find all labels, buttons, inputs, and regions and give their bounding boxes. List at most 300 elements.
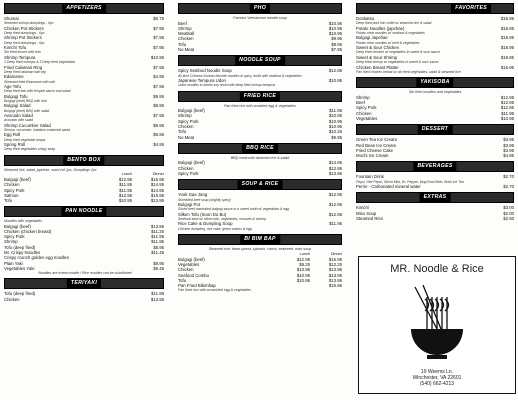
item-name: Tofu bbox=[178, 129, 187, 135]
item-name: Shrimp bbox=[4, 239, 18, 245]
item-name: Edamame bbox=[4, 74, 24, 80]
menu-item bbox=[2, 26, 166, 31]
section-footer: Pan fried rice with scrambled egg & vegetables bbox=[178, 288, 251, 293]
item-name: Tofu bbox=[178, 277, 187, 283]
item-description: 3 Deep fried shrimps & 3 Deep fried vegetables bbox=[4, 60, 76, 65]
item-name: Bulgogi (beef) bbox=[178, 108, 205, 114]
item-price: $4.95 bbox=[153, 142, 164, 148]
restaurant-address bbox=[359, 369, 515, 387]
item-dinner-price: $15.95 bbox=[150, 192, 164, 198]
item-price: $9.45 bbox=[153, 265, 164, 271]
item-price: $12.95 bbox=[500, 100, 514, 106]
item-description: Pepsi, Diet Pepsi, Sierra Mist, Dr. Pepper, Mug Root Beer, Brisk Ice Tea bbox=[356, 179, 464, 184]
restaurant-name: MR. Noodle & Rice bbox=[390, 263, 484, 275]
fried-rice-section bbox=[176, 91, 344, 140]
menu-item bbox=[176, 135, 344, 140]
item-description: Deep fried calamari with dip bbox=[4, 69, 46, 74]
lunch-header: Lunch bbox=[121, 171, 132, 176]
section-title: BI BIM BAP bbox=[240, 235, 280, 244]
item-name: Fried Calamari Ring bbox=[4, 64, 43, 70]
noodle-bowl-icon bbox=[407, 285, 467, 365]
item-description: Potato clear noodles w/ seafood & vegetables bbox=[356, 31, 425, 35]
item-description: Steamed fried Edamame with salt bbox=[4, 79, 55, 84]
item-description: Seafood stew w/ silken tofu, vegetables, mussels & shrimp bbox=[178, 217, 267, 222]
item-name: Salmon bbox=[4, 192, 19, 198]
menu-item bbox=[176, 78, 344, 83]
menu-item bbox=[354, 35, 516, 40]
item-dinner-price: $13.95 bbox=[328, 277, 342, 283]
section-header bbox=[178, 3, 342, 14]
item-description: Sliced beef marinated bulgogi sauce in a sweet broth w/ vegetables & egg bbox=[178, 207, 290, 212]
section-title: PHO bbox=[250, 4, 270, 13]
item-dinner-price: $15.95 bbox=[328, 256, 342, 262]
beverages-section bbox=[354, 161, 516, 189]
address-line-1: 19 Weems Ln. bbox=[420, 369, 454, 375]
item-name: Sweet & Sour Shrimp bbox=[356, 54, 398, 60]
item-price: $8.95 bbox=[153, 260, 164, 266]
menu-item bbox=[2, 16, 166, 21]
item-name: Spicy Seafood Noodle Soup bbox=[178, 68, 232, 74]
item-name: Tofu (deep fried) bbox=[4, 244, 36, 250]
item-dinner-price: $15.95 bbox=[150, 176, 164, 182]
item-price: $13.95 bbox=[150, 223, 164, 229]
item-price: $4.95 bbox=[503, 153, 514, 159]
item-price: $7.95 bbox=[331, 46, 342, 52]
item-price: $7.95 bbox=[153, 113, 164, 119]
item-name: Beef bbox=[356, 100, 365, 106]
section-header bbox=[4, 155, 164, 166]
item-description: Bulgogi (beef) BBQ with salad bbox=[4, 108, 50, 113]
item-price: $10.95 bbox=[328, 31, 342, 37]
section-header bbox=[356, 161, 514, 172]
item-name: Bulgogi Tofu bbox=[4, 93, 28, 99]
lunch-header: Lunch bbox=[299, 251, 310, 256]
item-price: $5.95 bbox=[153, 132, 164, 138]
item-name: Potato Noodles (japchae) bbox=[356, 25, 405, 31]
menu-item bbox=[2, 84, 166, 89]
menu-item bbox=[176, 212, 344, 217]
item-price: $15.95 bbox=[500, 25, 514, 31]
item-price: $10.95 bbox=[328, 20, 342, 26]
item-price: $10.95 bbox=[328, 25, 342, 31]
item-price: $12.95 bbox=[328, 68, 342, 74]
item-name: Japanese Tempura Udon bbox=[178, 77, 226, 83]
appetizers-section bbox=[2, 3, 166, 152]
dessert-section bbox=[354, 124, 516, 158]
menu-item bbox=[2, 94, 166, 99]
item-price: $7.95 bbox=[153, 25, 164, 31]
item-price: $3.95 bbox=[503, 137, 514, 143]
section-note: Stir fried noodles and vegetables bbox=[408, 90, 462, 95]
item-name: Steamed Rice bbox=[356, 215, 383, 221]
section-note: Noodles with vegetables bbox=[4, 219, 42, 224]
item-price: $11.25 bbox=[151, 228, 164, 234]
menu-item bbox=[176, 221, 344, 226]
yakisoba-list bbox=[354, 95, 516, 121]
item-name: Chicken bbox=[178, 36, 194, 42]
item-name: Egg Roll bbox=[4, 132, 21, 138]
item-price: $16.95 bbox=[500, 64, 514, 70]
bbq-rice-list bbox=[176, 160, 344, 176]
menu-item bbox=[2, 45, 166, 50]
item-lunch-price: $10.95 bbox=[296, 277, 310, 283]
soup-rice-list bbox=[176, 192, 344, 231]
item-description: Shredded beef soup (slightly spicy) bbox=[178, 197, 231, 202]
menu-item bbox=[176, 68, 344, 73]
menu-item bbox=[176, 283, 344, 288]
menu-item bbox=[2, 113, 166, 118]
item-price: $6.75 bbox=[153, 16, 164, 21]
item-name: Shrimp Cucumber Salad bbox=[4, 122, 51, 128]
item-name: Sweet & Sour Chicken bbox=[356, 45, 399, 51]
item-name: No Meat bbox=[178, 46, 195, 52]
item-lunch-price: $9.25 bbox=[299, 261, 310, 267]
item-price: $11.95 bbox=[151, 234, 164, 240]
section-title: YAKISOBA bbox=[416, 78, 453, 87]
menu-item bbox=[354, 45, 516, 50]
item-name: Seafood Combo bbox=[178, 272, 210, 278]
menu-item bbox=[354, 153, 516, 158]
item-name: Fountain Drink bbox=[356, 174, 384, 180]
item-price: $12.95 bbox=[328, 202, 342, 208]
soup-rice-section bbox=[176, 179, 344, 231]
item-price: $12.95 bbox=[500, 94, 514, 100]
section-header bbox=[178, 143, 342, 154]
item-description: Deep fried vegetable wraps bbox=[4, 137, 46, 142]
section-title: BEVERAGES bbox=[413, 162, 456, 171]
item-price: $10.95 bbox=[328, 113, 342, 119]
item-name: Chicken Pot Stickers bbox=[4, 25, 44, 31]
menu-item bbox=[176, 47, 344, 52]
item-name: Donkatsu bbox=[356, 16, 375, 21]
item-lunch-price: $12.95 bbox=[118, 176, 132, 182]
item-name: Bulgogi Salad bbox=[4, 103, 31, 109]
item-price: $4.95 bbox=[153, 74, 164, 80]
item-name: Green Tea Ice Cream bbox=[356, 137, 397, 143]
item-name: Tofu (deep fried) bbox=[4, 291, 36, 297]
section-header bbox=[356, 124, 514, 135]
bibimbap-section bbox=[176, 234, 344, 292]
item-name: Chicken bbox=[178, 165, 194, 171]
extras-section bbox=[354, 192, 516, 221]
item-price: $7.95 bbox=[153, 83, 164, 89]
extras-list bbox=[354, 205, 516, 221]
section-header bbox=[4, 3, 164, 14]
item-name: Spring Roll bbox=[4, 142, 26, 148]
item-name: Spicy Pork bbox=[356, 105, 377, 111]
section-note: Steamed rice, salad, japchae, sushi roll 2pc, Dumplings 2pc bbox=[4, 167, 97, 172]
item-price: $7.95 bbox=[153, 45, 164, 51]
item-name: Age Tofu bbox=[4, 83, 21, 89]
dinner-header: Dinner bbox=[152, 171, 164, 176]
item-price: $3.95 bbox=[503, 147, 514, 153]
fried-rice-list bbox=[176, 108, 344, 140]
item-name: Miso Soup bbox=[356, 210, 377, 216]
item-lunch-price: $12.95 bbox=[118, 192, 132, 198]
menu-item bbox=[2, 35, 166, 40]
item-price: $11.95 bbox=[151, 239, 164, 245]
address-line-2: Winchester, VA 22601 bbox=[412, 375, 462, 381]
item-name: Shrimp Pot Stickers bbox=[4, 35, 42, 41]
menu-item bbox=[176, 192, 344, 197]
item-price: $18.95 bbox=[500, 35, 514, 41]
item-name: Perrie - Carbonated mineral water bbox=[356, 184, 421, 190]
menu-item bbox=[354, 216, 516, 221]
menu-item bbox=[2, 55, 166, 60]
item-price: $2.70 bbox=[503, 174, 514, 180]
item-name: Shrimp bbox=[178, 25, 192, 31]
menu-item bbox=[354, 55, 516, 60]
menu-item bbox=[2, 132, 166, 137]
item-price: $10.25 bbox=[328, 129, 342, 135]
menu-column-left bbox=[2, 0, 166, 400]
item-price: $7.95 bbox=[153, 35, 164, 41]
menu-item bbox=[2, 65, 166, 70]
menu-item bbox=[354, 26, 516, 31]
item-price: $2.50 bbox=[503, 215, 514, 221]
section-title: PAN NOODLE bbox=[61, 207, 106, 216]
item-description: Steamed shrimp dumplings - 6pc bbox=[4, 21, 54, 26]
item-lunch-price: $10.95 bbox=[296, 272, 310, 278]
item-price: $8.95 bbox=[153, 103, 164, 109]
favorites-list bbox=[354, 16, 516, 74]
item-name: Bulgogi Japchae bbox=[356, 35, 388, 41]
item-price: $11.95 bbox=[329, 221, 342, 227]
section-header bbox=[356, 3, 514, 14]
section-header bbox=[356, 192, 514, 203]
menu-column-middle bbox=[176, 0, 344, 400]
appetizers-list bbox=[2, 16, 166, 152]
item-price: $12.95 bbox=[328, 211, 342, 217]
item-description: Deep fried tofu with teriyaki sauce and salad bbox=[4, 89, 71, 94]
menu-item bbox=[2, 266, 166, 271]
section-header bbox=[178, 91, 342, 102]
bbq-rice-section bbox=[176, 143, 344, 176]
item-name: Pan Fried Bibimbap bbox=[178, 283, 216, 289]
section-title: DESSERT bbox=[418, 125, 453, 134]
item-name: Shrimp bbox=[356, 94, 370, 100]
section-header bbox=[178, 179, 342, 190]
item-name: Silken Tofu (Soon Du Bu) bbox=[178, 211, 227, 217]
menu-item bbox=[354, 116, 516, 121]
item-description: Potato clear noodles w/ beef & vegetables bbox=[356, 40, 420, 45]
item-name: Chicken (chicken breast) bbox=[4, 228, 52, 234]
restaurant-logo-box bbox=[358, 256, 516, 394]
item-description: Chicken dumpling, rice cake, green onions & egg bbox=[178, 226, 252, 231]
item-name: Chicken bbox=[4, 182, 20, 188]
item-price: $11.45 bbox=[151, 250, 164, 255]
menu-item bbox=[2, 142, 166, 147]
item-price: $9.95 bbox=[153, 93, 164, 99]
menu-item bbox=[354, 65, 516, 70]
item-name: Meatball bbox=[178, 31, 195, 37]
item-name: Chicken bbox=[356, 110, 372, 116]
item-name: Shrimp bbox=[178, 113, 192, 119]
item-name: Chicken Breast Platter bbox=[356, 64, 399, 70]
menu-item bbox=[354, 184, 516, 189]
phone-number: (540) 662-4213 bbox=[419, 381, 455, 387]
bento-list bbox=[2, 177, 166, 203]
item-description: Avocado with salad bbox=[4, 118, 34, 123]
item-price: $11.95 bbox=[151, 291, 164, 297]
item-price: $10.95 bbox=[328, 124, 342, 130]
dessert-list bbox=[354, 137, 516, 158]
section-note: Steamed rice, bean sprout, spinach, carrot, seaweed, miso soup bbox=[208, 247, 312, 252]
item-description: Deep fried dumplings - 6pc bbox=[4, 31, 45, 35]
section-header bbox=[356, 77, 514, 88]
item-price: $14.95 bbox=[328, 160, 342, 166]
item-lunch-price: $10.95 bbox=[118, 198, 132, 204]
section-title: FRIED RICE bbox=[240, 92, 280, 101]
item-name: Spicy Pork bbox=[4, 234, 25, 240]
item-name: Chicken bbox=[178, 267, 194, 273]
teriyaki-list bbox=[2, 291, 166, 302]
section-note: Pan fried rice with scrabled egg & vegetables bbox=[224, 103, 296, 108]
yakisoba-section bbox=[354, 77, 516, 121]
menu-item bbox=[2, 198, 166, 203]
item-price: $7.95 bbox=[153, 64, 164, 70]
item-name: Tofu bbox=[4, 198, 13, 204]
item-dinner-price: $14.95 bbox=[150, 182, 164, 188]
section-title: BBQ RICE bbox=[242, 144, 278, 153]
item-name: Shrimp Tempura bbox=[4, 54, 36, 60]
item-price: $12.95 bbox=[328, 192, 342, 198]
item-lunch-price: $12.95 bbox=[296, 256, 310, 262]
item-price: $10.95 bbox=[328, 118, 342, 124]
item-name: Beef bbox=[178, 20, 187, 26]
menu-item bbox=[176, 202, 344, 207]
item-name: Bulgogi (beef) bbox=[4, 223, 31, 229]
item-name: Avocado Salad bbox=[4, 113, 33, 119]
section-header bbox=[4, 206, 164, 217]
menu-item bbox=[354, 174, 516, 179]
section-title: SOUP & RICE bbox=[238, 180, 283, 189]
item-price: $10.95 bbox=[150, 54, 164, 60]
item-dinner-price: $13.95 bbox=[328, 272, 342, 278]
item-description: Pan fried chicken breast w/ stir fried vegetables, salad & steamed rice bbox=[356, 69, 461, 74]
item-name: Chicken bbox=[4, 296, 20, 302]
item-dinner-price: $15.95 bbox=[328, 283, 342, 289]
section-footer: Noodles are wheat noodle / Rice noodles can be substituted bbox=[38, 271, 132, 276]
section-title: FAVORITES bbox=[451, 4, 491, 13]
beverages-list bbox=[354, 174, 516, 189]
item-price: $2.00 bbox=[503, 210, 514, 216]
item-description: Stir fried kimchi with tofu bbox=[4, 50, 41, 55]
item-price: $12.95 bbox=[500, 105, 514, 111]
item-name: Crispy crunch golden egg noodles bbox=[4, 255, 69, 261]
item-description: Deep fried shrimp w/ vegetables in sweet & sour sauce bbox=[356, 60, 439, 65]
item-name: Kimchi bbox=[356, 205, 369, 211]
menu-item bbox=[354, 16, 516, 21]
section-title: EXTRAS bbox=[420, 193, 451, 202]
item-name: Vegetables Yaki bbox=[4, 265, 35, 271]
item-name: Bulgogi Pot bbox=[178, 202, 200, 208]
menu-item bbox=[2, 74, 166, 79]
item-dinner-price: $13.95 bbox=[328, 267, 342, 273]
section-header bbox=[178, 234, 342, 245]
item-name: Tofu bbox=[178, 41, 187, 47]
item-name: Shumai bbox=[4, 16, 19, 21]
item-name: Bulgogi (beef) bbox=[178, 256, 205, 262]
menu-item bbox=[2, 123, 166, 128]
menu-item bbox=[176, 171, 344, 176]
section-title: APPETIZERS bbox=[62, 4, 106, 13]
item-price: $18.95 bbox=[500, 45, 514, 51]
item-lunch-price: $10.95 bbox=[296, 267, 310, 273]
item-dinner-price: $14.95 bbox=[150, 187, 164, 193]
item-description: Shrimp, cucumber, imitation crabmeat salad bbox=[4, 128, 70, 133]
item-price: $10.95 bbox=[328, 77, 342, 83]
section-title: TERIYAKI bbox=[67, 279, 101, 288]
item-name: Vegetables bbox=[178, 261, 200, 267]
item-name: Rice Cake & Dumpling Soup bbox=[178, 221, 233, 227]
item-name: Fried Cheese Cake bbox=[356, 147, 394, 153]
item-name: Spicy Pork bbox=[178, 118, 199, 124]
item-description: Udon noodles in bonito soy broth with deep fried shrimp tempura bbox=[178, 83, 276, 88]
pan-noodle-list bbox=[2, 224, 166, 272]
item-price: $3.95 bbox=[503, 142, 514, 148]
item-name: No Meat bbox=[178, 134, 195, 140]
item-name: Mr. Crispy Noodles bbox=[4, 250, 41, 255]
item-name: Yook Gae Jang bbox=[178, 192, 208, 198]
section-title: BENTO BOX bbox=[63, 156, 104, 165]
item-name: Spicy Pork bbox=[4, 187, 25, 193]
item-price: $13.95 bbox=[150, 296, 164, 302]
item-price: $3.00 bbox=[503, 205, 514, 211]
item-lunch-price: $11.95 bbox=[119, 182, 132, 188]
item-price: $8.95 bbox=[153, 244, 164, 250]
pho-section bbox=[176, 3, 344, 52]
item-price: $9.95 bbox=[331, 36, 342, 42]
item-price: $10.95 bbox=[500, 115, 514, 121]
item-price: $9.95 bbox=[153, 122, 164, 128]
item-price: $11.95 bbox=[329, 108, 342, 114]
item-description: Deep fried vegetables crispy wrap bbox=[4, 147, 56, 152]
noodle-soup-list bbox=[176, 68, 344, 87]
item-description: All time Chinese-Korean favorite noodles in spicy, broth with seafood & vegetables bbox=[178, 73, 302, 78]
item-description: Bulgogi (beef) BBQ with tofu bbox=[4, 98, 47, 103]
item-name: Red Bean Ice Cream bbox=[356, 142, 397, 148]
item-dinner-price: $12.25 bbox=[328, 261, 342, 267]
noodle-soup-section bbox=[176, 55, 344, 87]
section-note: Famous Vietnamese noodle soup bbox=[233, 16, 287, 20]
favorites-section bbox=[354, 3, 516, 74]
item-dinner-price: $13.95 bbox=[150, 198, 164, 204]
item-price: $11.95 bbox=[501, 110, 514, 116]
teriyaki-section bbox=[2, 278, 166, 302]
section-note: BBQ meat with steamed rice & salad bbox=[230, 155, 290, 160]
item-name: Chicken bbox=[178, 124, 194, 130]
item-price: $12.95 bbox=[328, 165, 342, 171]
item-price: $9.95 bbox=[331, 134, 342, 140]
menu-column-right bbox=[354, 0, 516, 400]
pho-list bbox=[176, 21, 344, 53]
section-header bbox=[178, 55, 342, 66]
pan-noodle-section bbox=[2, 206, 166, 275]
item-name: Mochi Ice Cream bbox=[356, 153, 389, 159]
item-price: $19.95 bbox=[500, 54, 514, 60]
item-description: Deep fried pork loin cutlet w/ steamed rice & salad bbox=[356, 21, 432, 26]
item-price: $8.95 bbox=[331, 41, 342, 47]
item-name: Kimchi Tofu bbox=[4, 45, 27, 51]
item-name: Spicy Pork bbox=[178, 171, 199, 177]
dinner-header: Dinner bbox=[330, 251, 342, 256]
item-lunch-price: $11.95 bbox=[119, 187, 132, 193]
section-title: NOODLE SOUP bbox=[235, 56, 285, 65]
item-name: Vegetables bbox=[356, 115, 378, 121]
bibimbap-list bbox=[176, 257, 344, 289]
item-name: Plain Yaki bbox=[4, 260, 23, 266]
